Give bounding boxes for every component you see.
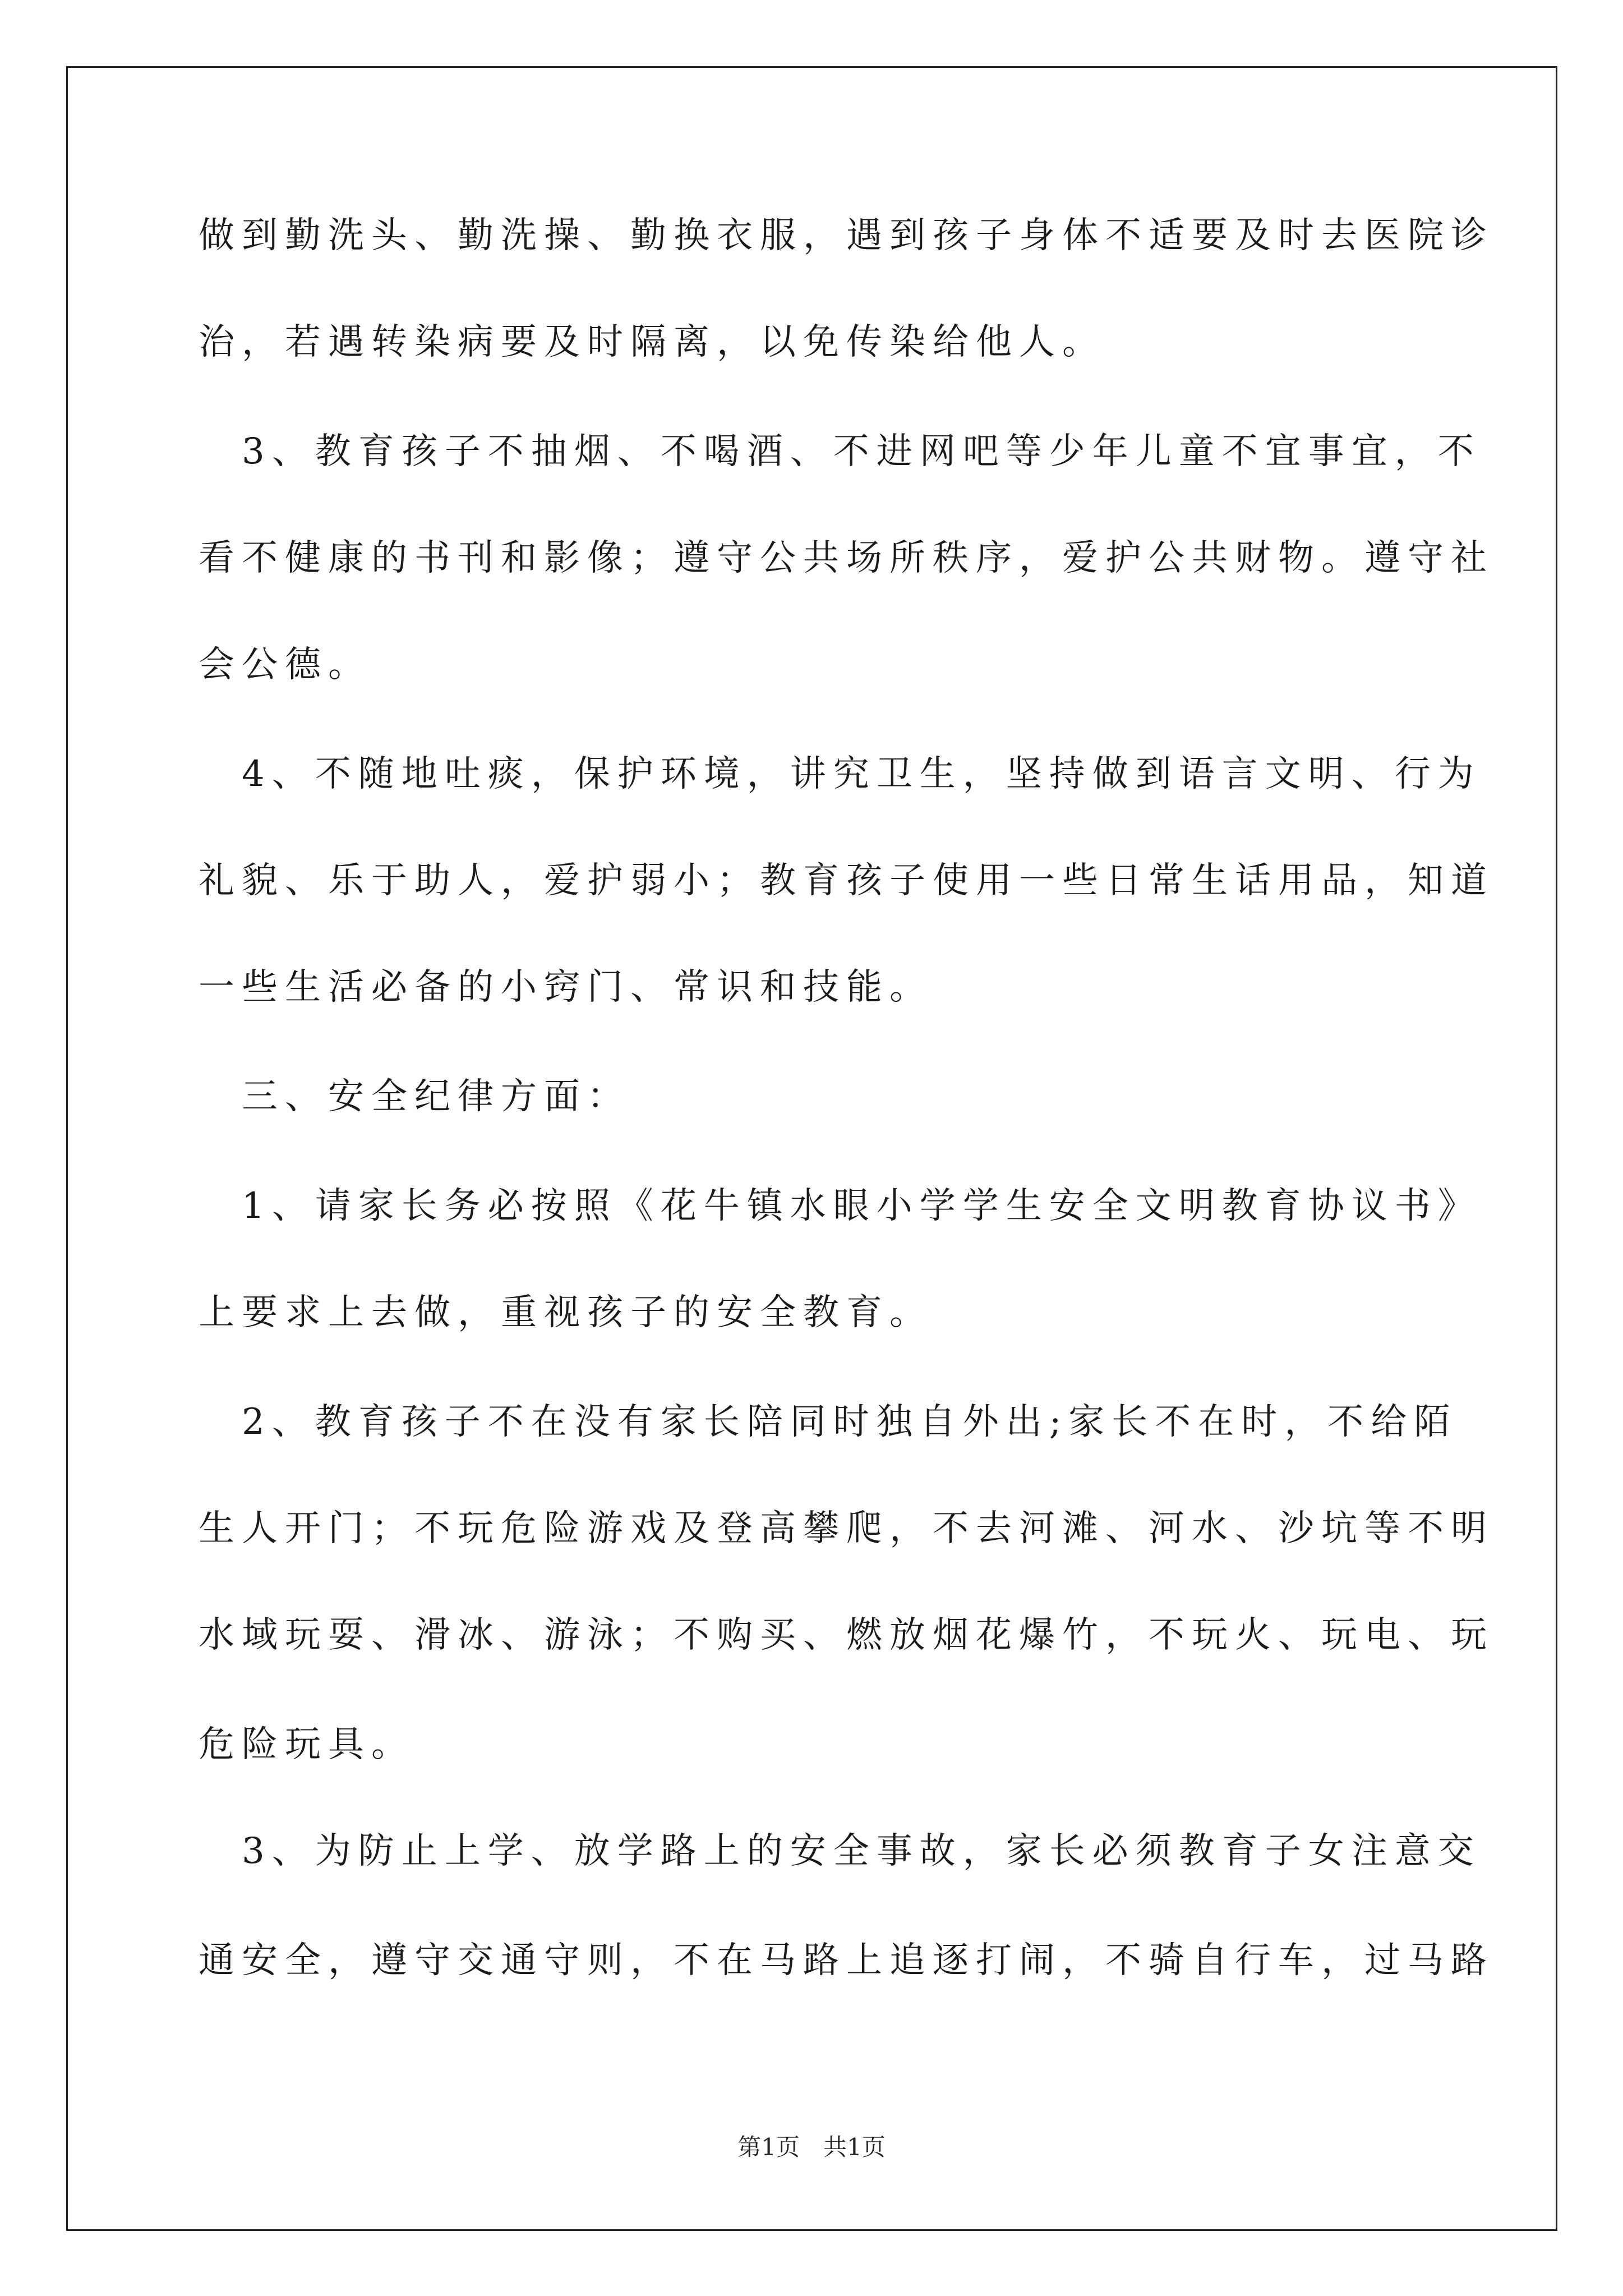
text-line: 4、不随地吐痰，保护环境，讲究卫生，坚持做到语言文明、行为 bbox=[199, 753, 1481, 795]
text-line: 2、教育孩子不在没有家长陪同时独自外出;家长不在时，不给陌 bbox=[199, 1401, 1458, 1443]
text-line: 3、教育孩子不抽烟、不喝酒、不进网吧等少年儿童不宜事宜，不 bbox=[199, 431, 1481, 472]
page-border bbox=[66, 66, 1557, 2231]
text-line: 生人开门；不玩危险游戏及登高攀爬，不去河滩、河水、沙坑等不明 bbox=[199, 1508, 1494, 1549]
text-line: 通安全，遵守交通守则，不在马路上追逐打闹，不骑自行车，过马路 bbox=[199, 1940, 1494, 1981]
text-line: 3、为防止上学、放学路上的安全事故，家长必须教育子女注意交 bbox=[199, 1830, 1481, 1872]
text-line: 看不健康的书刊和影像；遵守公共场所秩序，爱护公共财物。遵守社 bbox=[199, 537, 1494, 579]
section-heading: 三、安全纪律方面： bbox=[199, 1076, 630, 1117]
text-line: 做到勤洗头、勤洗操、勤换衣服，遇到孩子身体不适要及时去医院诊 bbox=[199, 215, 1494, 256]
text-line: 水域玩耍、滑冰、游泳；不购买、燃放烟花爆竹，不玩火、玩电、玩 bbox=[199, 1614, 1494, 1656]
text-line: 治，若遇转染病要及时隔离，以免传染给他人。 bbox=[199, 321, 1105, 363]
text-line: 一些生活必备的小窍门、常识和技能。 bbox=[199, 967, 933, 1008]
page-footer: 第1页 共1页 bbox=[737, 2133, 886, 2161]
text-line: 礼貌、乐于助人，爱护弱小；教育孩子使用一些日常生话用品，知道 bbox=[199, 860, 1494, 901]
text-line: 1、请家长务必按照《花牛镇水眼小学学生安全文明教育协议书》 bbox=[199, 1185, 1481, 1227]
text-line: 会公德。 bbox=[199, 644, 371, 685]
text-line: 上要求上去做，重视孩子的安全教育。 bbox=[199, 1292, 933, 1333]
text-line: 危险玩具。 bbox=[199, 1724, 414, 1765]
